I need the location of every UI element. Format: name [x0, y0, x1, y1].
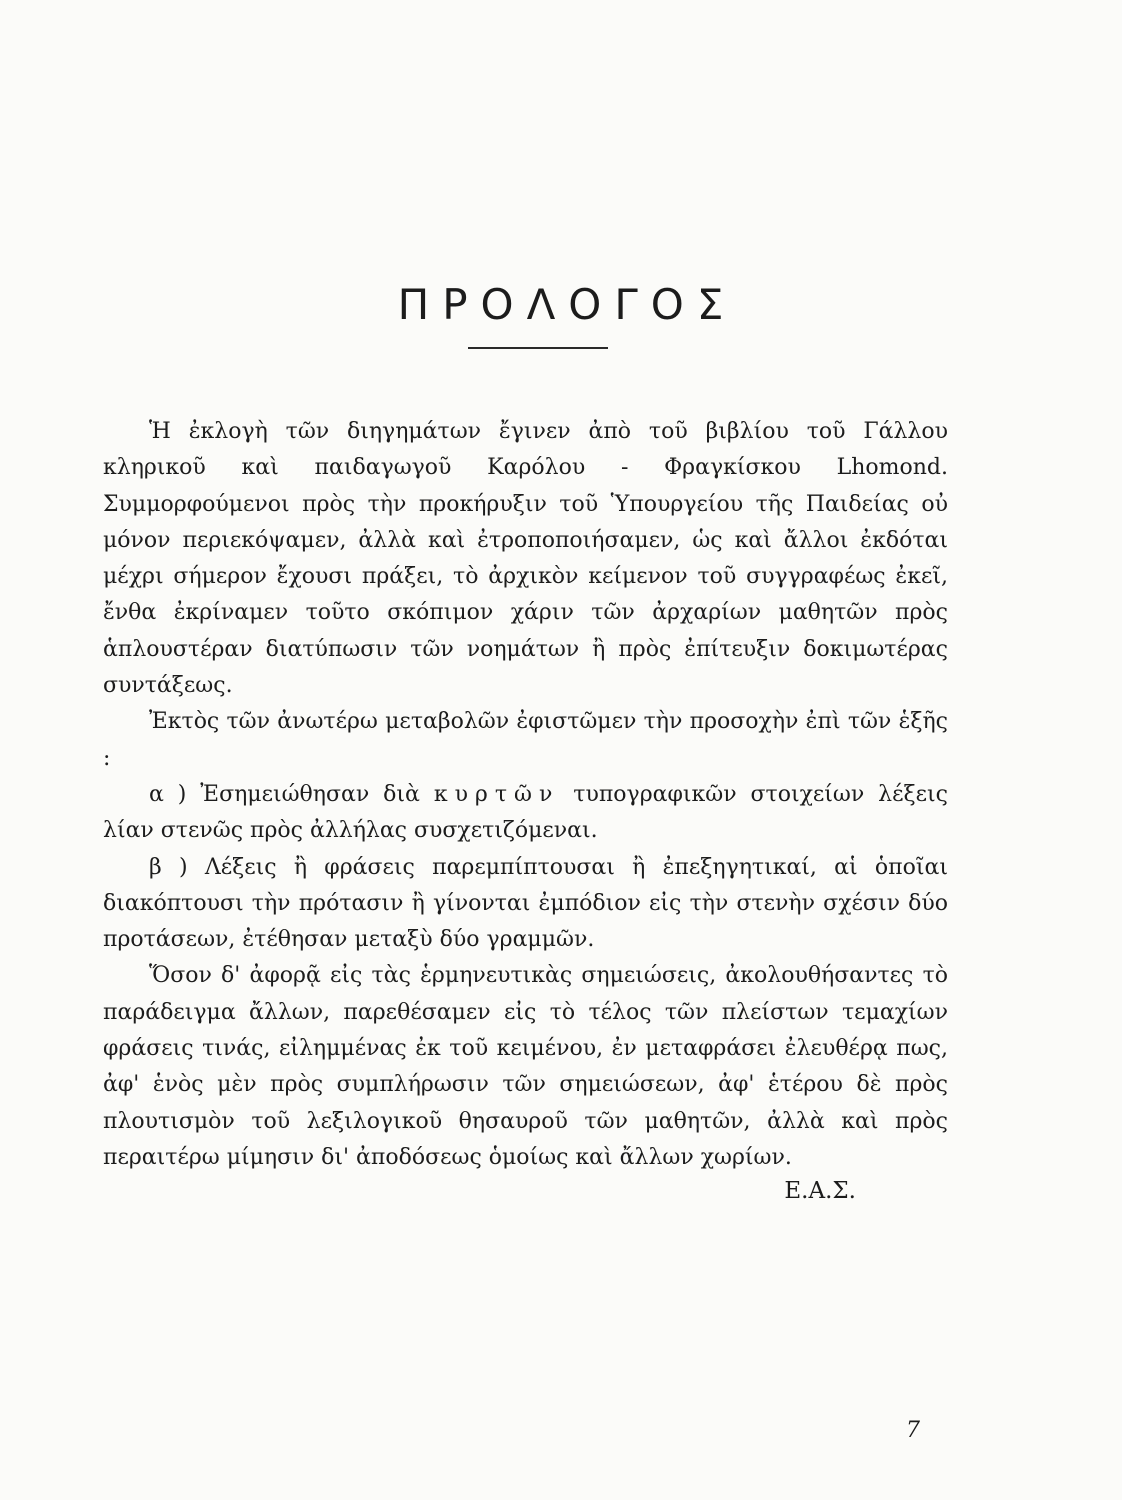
paragraph-notes: Ὅσον δ' ἀφορᾷ εἰς τὰς ἑρμηνευτικὰς σημειώσεις, ἀκολουθήσαντες τὸ παράδειγμα ἄλλων, παρεθέσαμεν εἰς τὸ τέλος τῶν πλείστων τεμαχίων φράσεις τινάς, εἰλημμένας ἐκ τοῦ κειμένου, ἐν μεταφράσει ἐλευθέρᾳ πως, ἀφ' ἑνὸς μὲν πρὸς συμπλήρωσιν τῶν σημειώσεων, ἀφ' ἑτέρου δὲ πρὸς πλουτισμὸν τοῦ λεξιλογικοῦ θησαυροῦ τῶν μαθητῶν, ἀλλὰ καὶ πρὸς περαιτέρω μίμησιν δι' ἀποδόσεως ὁμοίως καὶ ἄλλων χωρίων.	[103, 963, 948, 1170]
page-number: 7	[906, 1418, 920, 1443]
list-item-b: β ) Λέξεις ἢ φράσεις παρεμπίπτουσαι ἢ ἐπεξηγητικαί, αἱ ὁποῖαι διακόπτουσι τὴν πρότασιν ἢ γίνονται ἐμπόδιον εἰς τὴν στενὴν σχέσιν δύο προτάσεων, ἐτέθησαν μεταξὺ δύο γραμμῶν.	[103, 854, 948, 953]
item-a-end: τυπογραφικῶν στοιχείων λέξεις λίαν στενῶς πρὸς ἀλλήλας συσχετιζόμεναι.	[103, 781, 948, 844]
paragraph-changes-intro: Ἐκτὸς τῶν ἀνωτέρω μεταβολῶν ἐφιστῶμεν τὴν προσοχὴν ἐπὶ τῶν ἑξῆς :	[103, 709, 948, 771]
title-divider	[468, 347, 608, 349]
author-initials: Ε.Α.Σ.	[784, 1178, 856, 1204]
item-a-spaced-word: κυρτῶν	[433, 781, 560, 807]
page-title: ΠΡΟΛΟΓΟΣ	[397, 280, 737, 329]
paragraph-selection: Ἡ ἐκλογὴ τῶν διηγημάτων ἔγινεν ἀπὸ τοῦ βιβλίου τοῦ Γάλλου κληρικοῦ καὶ παιδαγωγοῦ Καρόλου - Φραγκίσκου Lhomond. Συμμορφούμενοι πρὸς τὴν προκήρυξιν τοῦ Ὑπουργείου τῆς Παιδείας οὐ μόνον περιεκόψαμεν, ἀλλὰ καὶ ἐτροποποιήσαμεν, ὡς καὶ ἄλλοι ἐκδόται μέχρι σήμερον ἔχουσι πράξει, τὸ ἀρχικὸν κείμενον τοῦ συγγραφέως ἐκεῖ, ἔνθα ἐκρίναμεν τοῦτο σκόπιμον χάριν τῶν ἀρχαρίων μαθητῶν πρὸς ἁπλουστέραν διατύπωσιν τῶν νοημάτων ἢ πρὸς ἐπίτευξιν δοκιμωτέρας συντάξεως.	[103, 419, 948, 699]
item-a-start: α ) Ἐσημειώθησαν διὰ	[149, 781, 420, 807]
list-item-a	[103, 777, 948, 850]
preface-body	[103, 414, 948, 1176]
